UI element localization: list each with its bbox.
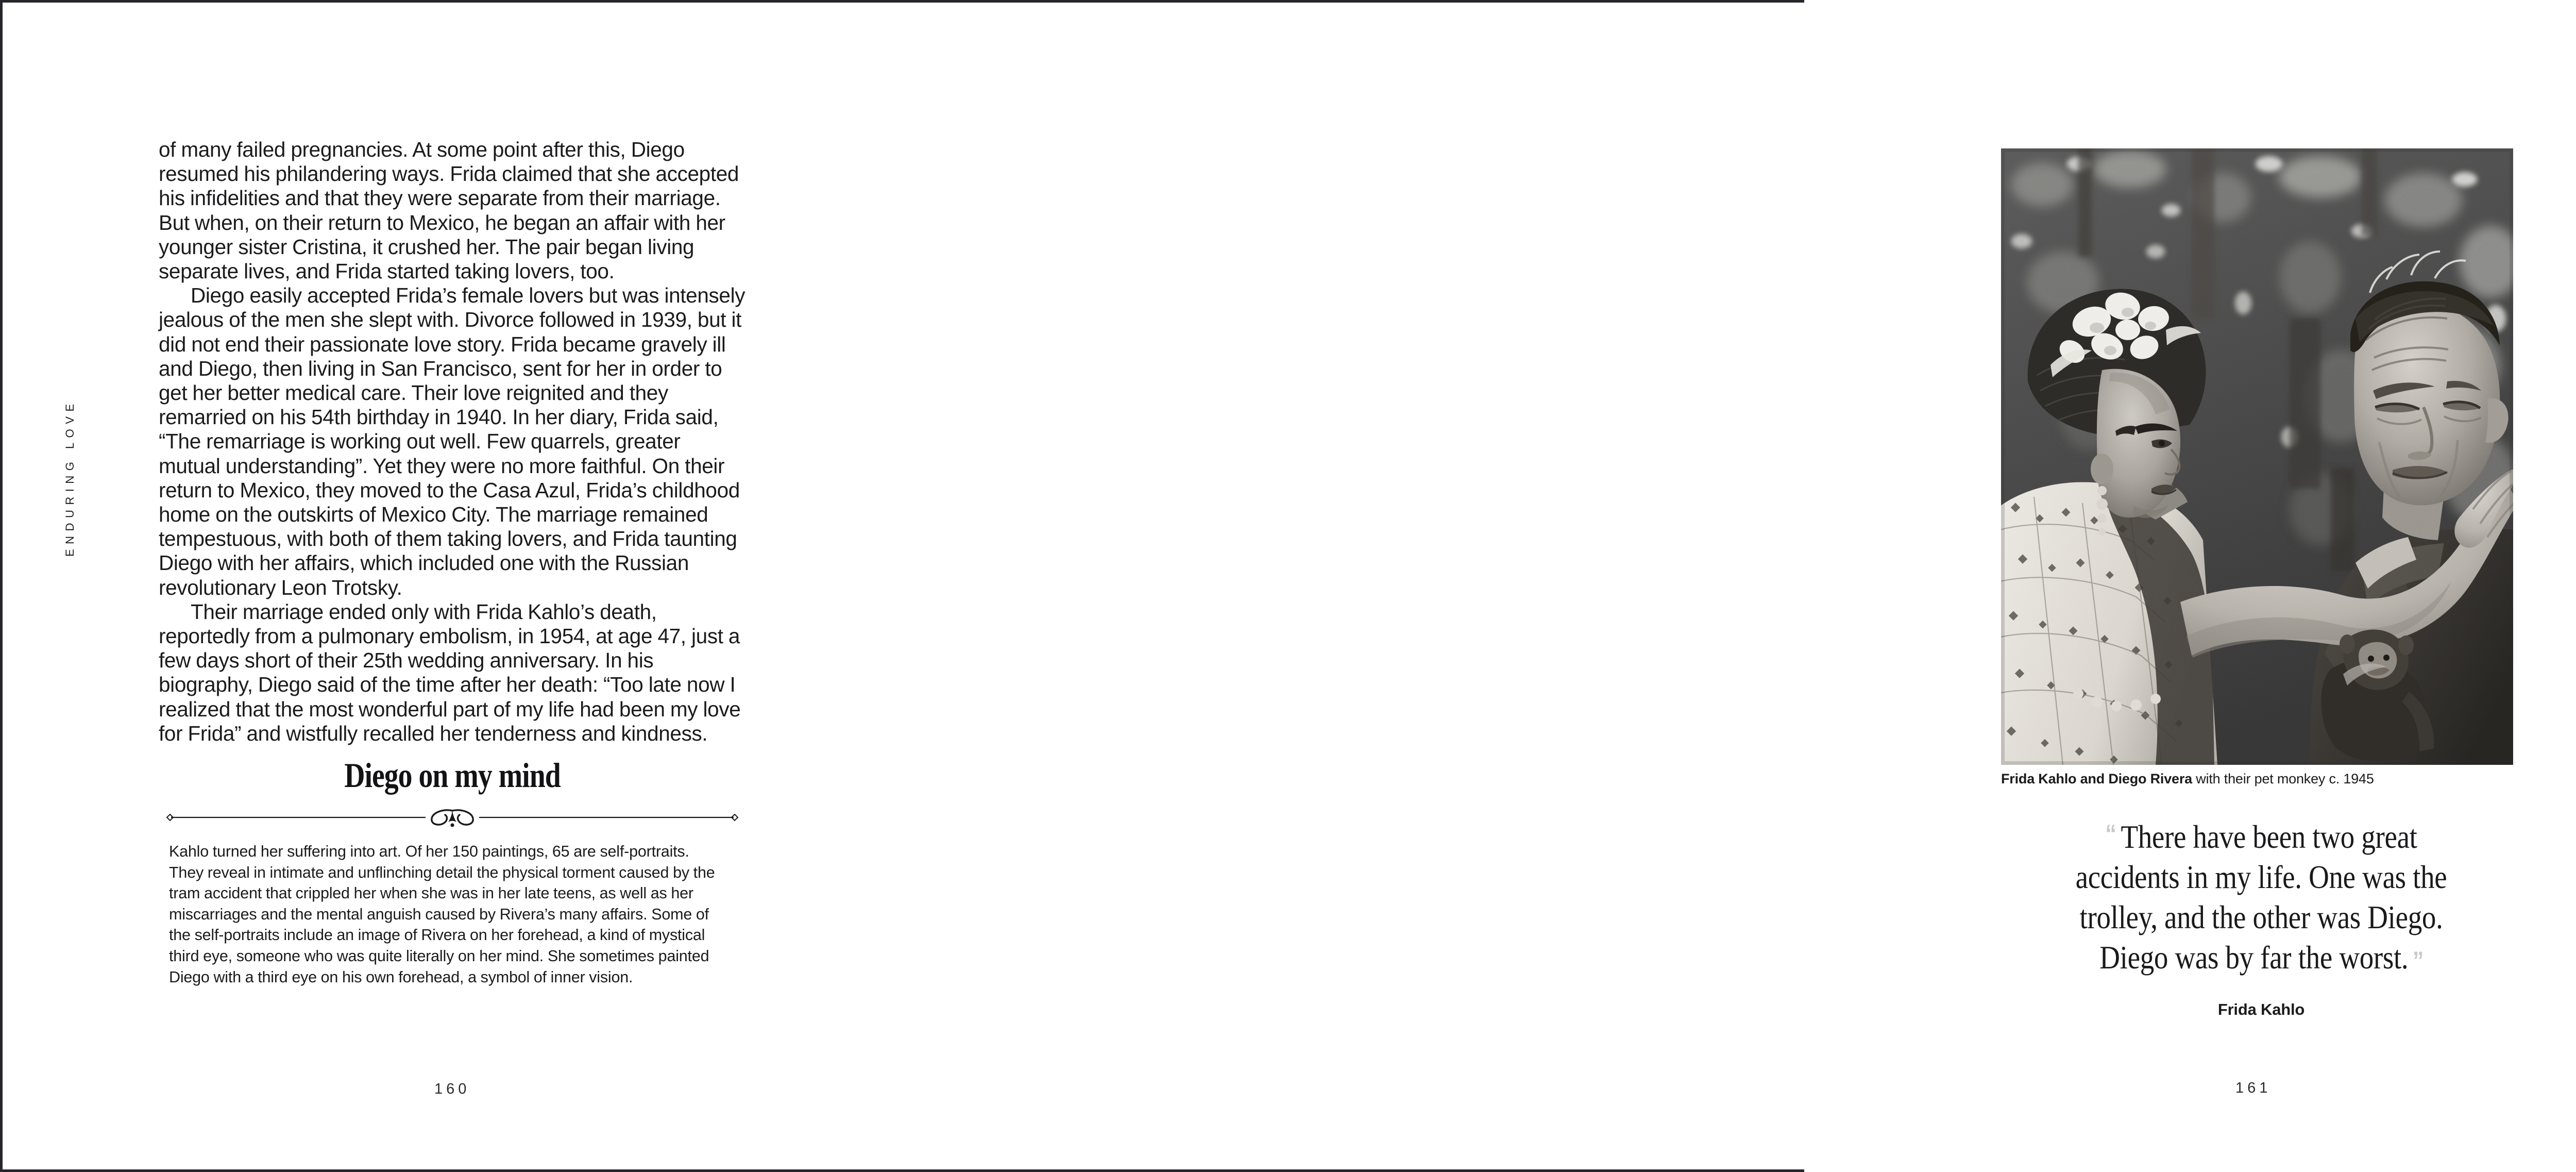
- page-number-right: 161: [2235, 1080, 2272, 1096]
- photo-caption-subject: Frida Kahlo and Diego Rivera: [2001, 771, 2192, 786]
- sidebar-paragraph: Kahlo turned her suffering into art. Of her 150 paintings, 65 are self-portraits. They reveal in intimate and unflinching detail the physical torment caused by the tram accident that crippled her when she was in her late teens, as well as her miscarriages and the mental anguish caused by Rivera’s many affairs. Some of the self-portraits include an image of Rivera on her forehead, a kind of mystical third eye, someone who was quite literally on her mind. She sometimes painted Diego with a third eye on his own forehead, a symbol of inner vision.: [169, 843, 715, 986]
- pullquote: [2001, 817, 2521, 1019]
- running-head-left: ENDURING LOVE: [63, 399, 76, 557]
- body-paragraph-2: Diego easily accepted Frida’s female lovers but was intensely jealous of the men she slept with. Divorce followed in 1939, but it did not end their passionate love story. Frida became gravely ill and Diego, then living in San Francisco, sent for her in order to get her better medical care. Their love reignited and they remarried on his 54th birthday in 1940. In her diary, Frida said, “The remarriage is working out well. Few quarrels, greater mutual understanding”. Yet they were no more faithful. On their return to Mexico, they moved to the Casa Azul, Frida’s childhood home on the outskirts of Mexico City. The marriage remained tempestuous, with both of them taking lovers, and Frida taunting Diego with her affairs, which included one with the Russian revolutionary Leon Trotsky.: [159, 283, 745, 599]
- pullquote-text: [2038, 817, 2485, 978]
- body-text-column: [159, 138, 746, 746]
- photo-frida-and-diego: [2001, 148, 2513, 765]
- left-page: [3, 3, 905, 1169]
- sidebar-text-column: [169, 841, 715, 987]
- open-quote-icon: “: [2105, 819, 2116, 848]
- photo-caption: [2001, 770, 2521, 788]
- body-paragraph-1: of many failed pregnancies. At some point after this, Diego resumed his philandering ways. Frida claimed that she accepted his infidelities and that they were separate from their marriage. But when, on their return to Mexico, he began an affair with her younger sister Cristina, it crushed her. The pair began living separate lives, and Frida started taking lovers, too.: [159, 138, 739, 283]
- fleuron-divider-icon: [159, 805, 746, 827]
- page-number-left: 160: [434, 1081, 470, 1097]
- pullquote-line-3: trolley, and the other was Diego.: [2079, 899, 2443, 935]
- photo-caption-detail: with their pet monkey c. 1945: [2192, 771, 2374, 786]
- sidebar-section: [159, 756, 746, 827]
- right-page: [905, 3, 2447, 1169]
- pullquote-line-4: Diego was by far the worst.: [2099, 939, 2409, 976]
- close-quote-icon: ”: [2412, 946, 2423, 975]
- section-heading: Diego on my mind: [344, 756, 561, 795]
- body-paragraph-3: Their marriage ended only with Frida Kahlo’s death, reportedly from a pulmonary embolism, in 1954, at age 47, just a few days short of their 25th wedding anniversary. In his biography, Diego said of the time after her death: “Too late now I realized that the most wonderful part of my life had been my love for Frida” and wistfully recalled her tenderness and kindness.: [159, 599, 741, 745]
- pullquote-attribution: Frida Kahlo: [2217, 1000, 2305, 1018]
- pullquote-line-1: There have been two great: [2121, 818, 2417, 855]
- pullquote-line-2: accidents in my life. One was the: [2075, 859, 2447, 895]
